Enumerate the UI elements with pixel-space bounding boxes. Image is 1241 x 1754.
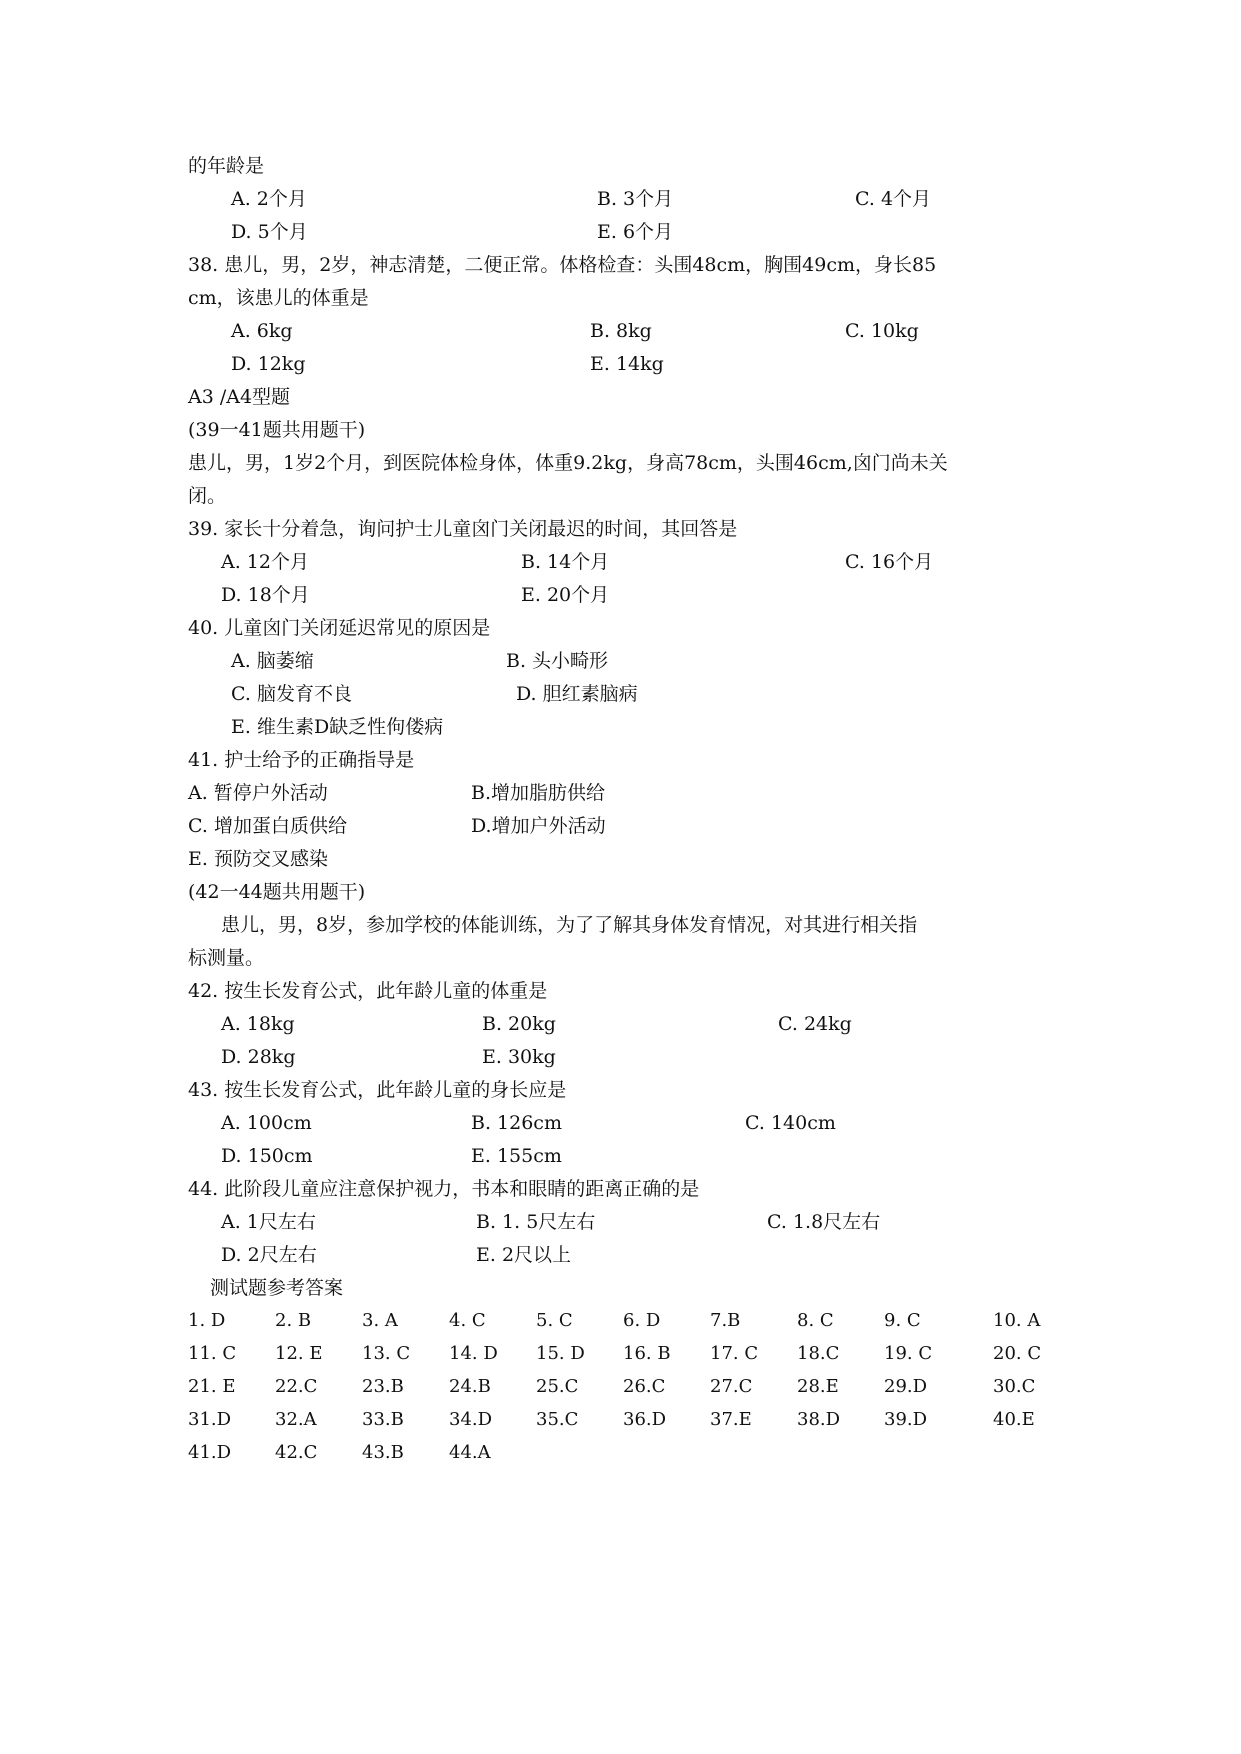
section-heading: A3 /A4型题 (188, 386, 291, 408)
option-c: C. 增加蛋白质供给 (188, 815, 347, 837)
answer-item: 37.E (710, 1409, 752, 1430)
answer-item: 13. C (362, 1343, 411, 1364)
answer-item: 27.C (710, 1376, 753, 1397)
question-44: 44. 此阶段儿童应注意保护视力，书本和眼睛的距离正确的是 (188, 1178, 700, 1200)
option-b: B. 20kg (482, 1013, 556, 1035)
option-b: B.增加脂肪供给 (471, 782, 606, 804)
answer-item: 34.D (449, 1409, 493, 1430)
answer-item: 17. C (710, 1343, 759, 1364)
option-c: C. 1.8尺左右 (767, 1211, 881, 1233)
option-c: C. 4个月 (855, 188, 932, 210)
option-a: A. 12个月 (221, 551, 309, 573)
option-d: D. 28kg (221, 1046, 296, 1068)
answer-item: 2. B (275, 1310, 312, 1331)
answer-item: 35.C (536, 1409, 579, 1430)
answer-item: 20. C (993, 1343, 1042, 1364)
answer-item: 44.A (449, 1442, 491, 1463)
answer-item: 33.B (362, 1409, 404, 1430)
answer-item: 16. B (623, 1343, 671, 1364)
option-c: C. 24kg (778, 1013, 852, 1035)
answer-item: 21. E (188, 1376, 236, 1397)
option-b: B. 126cm (471, 1112, 562, 1134)
option-d: D. 胆红素脑病 (516, 683, 638, 705)
option-a: A. 暂停户外活动 (188, 782, 328, 804)
case-stem: 患儿，男，8岁，参加学校的体能训练，为了了解其身体发育情况，对其进行相关指 (221, 914, 918, 936)
option-b: B. 1. 5尺左右 (476, 1211, 596, 1233)
option-a: A. 脑萎缩 (231, 650, 314, 672)
answer-item: 8. C (797, 1310, 834, 1331)
answer-item: 32.A (275, 1409, 317, 1430)
question-39: 39. 家长十分着急，询问护士儿童囟门关闭最迟的时间，其回答是 (188, 518, 738, 540)
option-a: A. 1尺左右 (221, 1211, 316, 1233)
option-d: D. 12kg (231, 353, 306, 375)
shared-stem-label: (39一41题共用题干) (188, 419, 366, 441)
option-e: E. 155cm (471, 1145, 562, 1167)
option-d: D. 150cm (221, 1145, 313, 1167)
answer-item: 29.D (884, 1376, 928, 1397)
text-line: cm，该患儿的体重是 (188, 287, 369, 309)
answer-item: 40.E (993, 1409, 1035, 1430)
answer-item: 14. D (449, 1343, 498, 1364)
answer-item: 15. D (536, 1343, 585, 1364)
text-line: 标测量。 (188, 947, 265, 969)
option-c: C. 脑发育不良 (231, 683, 352, 705)
option-d: D. 18个月 (221, 584, 310, 606)
answer-item: 41.D (188, 1442, 232, 1463)
answer-item: 5. C (536, 1310, 573, 1331)
answer-item: 36.D (623, 1409, 667, 1430)
option-e: E. 预防交叉感染 (188, 848, 328, 870)
answer-item: 10. A (993, 1310, 1041, 1331)
question-41: 41. 护士给予的正确指导是 (188, 749, 415, 771)
answer-item: 42.C (275, 1442, 318, 1463)
option-e: E. 维生素D缺乏性佝偻病 (231, 716, 444, 738)
answer-item: 30.C (993, 1376, 1036, 1397)
answer-item: 9. C (884, 1310, 921, 1331)
option-e: E. 30kg (482, 1046, 556, 1068)
question-43: 43. 按生长发育公式，此年龄儿童的身长应是 (188, 1079, 567, 1101)
option-b: B. 14个月 (521, 551, 610, 573)
answer-item: 1. D (188, 1310, 226, 1331)
shared-stem-label: (42一44题共用题干) (188, 881, 366, 903)
option-a: A. 2个月 (231, 188, 307, 210)
answer-item: 31.D (188, 1409, 232, 1430)
option-c: C. 10kg (845, 320, 919, 342)
answer-item: 3. A (362, 1310, 398, 1331)
option-a: A. 100cm (221, 1112, 312, 1134)
option-d: D. 5个月 (231, 221, 308, 243)
answer-item: 23.B (362, 1376, 404, 1397)
option-b: B. 8kg (590, 320, 652, 342)
text-line: 的年龄是 (188, 155, 265, 177)
option-a: A. 6kg (231, 320, 293, 342)
answer-item: 24.B (449, 1376, 491, 1397)
option-b: B. 头小畸形 (506, 650, 609, 672)
option-e: E. 6个月 (597, 221, 674, 243)
answer-item: 7.B (710, 1310, 741, 1331)
answer-item: 43.B (362, 1442, 404, 1463)
answer-item: 11. C (188, 1343, 237, 1364)
question-42: 42. 按生长发育公式，此年龄儿童的体重是 (188, 980, 548, 1002)
answer-item: 28.E (797, 1376, 839, 1397)
question-40: 40. 儿童囟门关闭延迟常见的原因是 (188, 617, 491, 639)
answer-item: 19. C (884, 1343, 933, 1364)
text-line: 闭。 (188, 485, 227, 507)
option-d: D. 2尺左右 (221, 1244, 317, 1266)
option-d: D.增加户外活动 (471, 815, 606, 837)
question-38: 38. 患儿，男，2岁，神志清楚，二便正常。体格检查：头围48cm，胸围49cm，身长85 (188, 254, 937, 276)
option-a: A. 18kg (221, 1013, 295, 1035)
answer-item: 39.D (884, 1409, 928, 1430)
answer-item: 25.C (536, 1376, 579, 1397)
answer-key-heading: 测试题参考答案 (210, 1277, 344, 1299)
option-c: C. 16个月 (845, 551, 934, 573)
case-stem: 患儿，男，1岁2个月，到医院体检身体，体重9.2kg，身高78cm，头围46cm,囟门尚未关 (188, 452, 948, 474)
option-c: C. 140cm (745, 1112, 836, 1134)
answer-item: 6. D (623, 1310, 661, 1331)
option-e: E. 2尺以上 (476, 1244, 572, 1266)
answer-item: 38.D (797, 1409, 841, 1430)
answer-item: 4. C (449, 1310, 486, 1331)
answer-item: 22.C (275, 1376, 318, 1397)
option-b: B. 3个月 (597, 188, 674, 210)
answer-item: 18.C (797, 1343, 840, 1364)
answer-item: 26.C (623, 1376, 666, 1397)
answer-item: 12. E (275, 1343, 323, 1364)
option-e: E. 20个月 (521, 584, 610, 606)
option-e: E. 14kg (590, 353, 664, 375)
